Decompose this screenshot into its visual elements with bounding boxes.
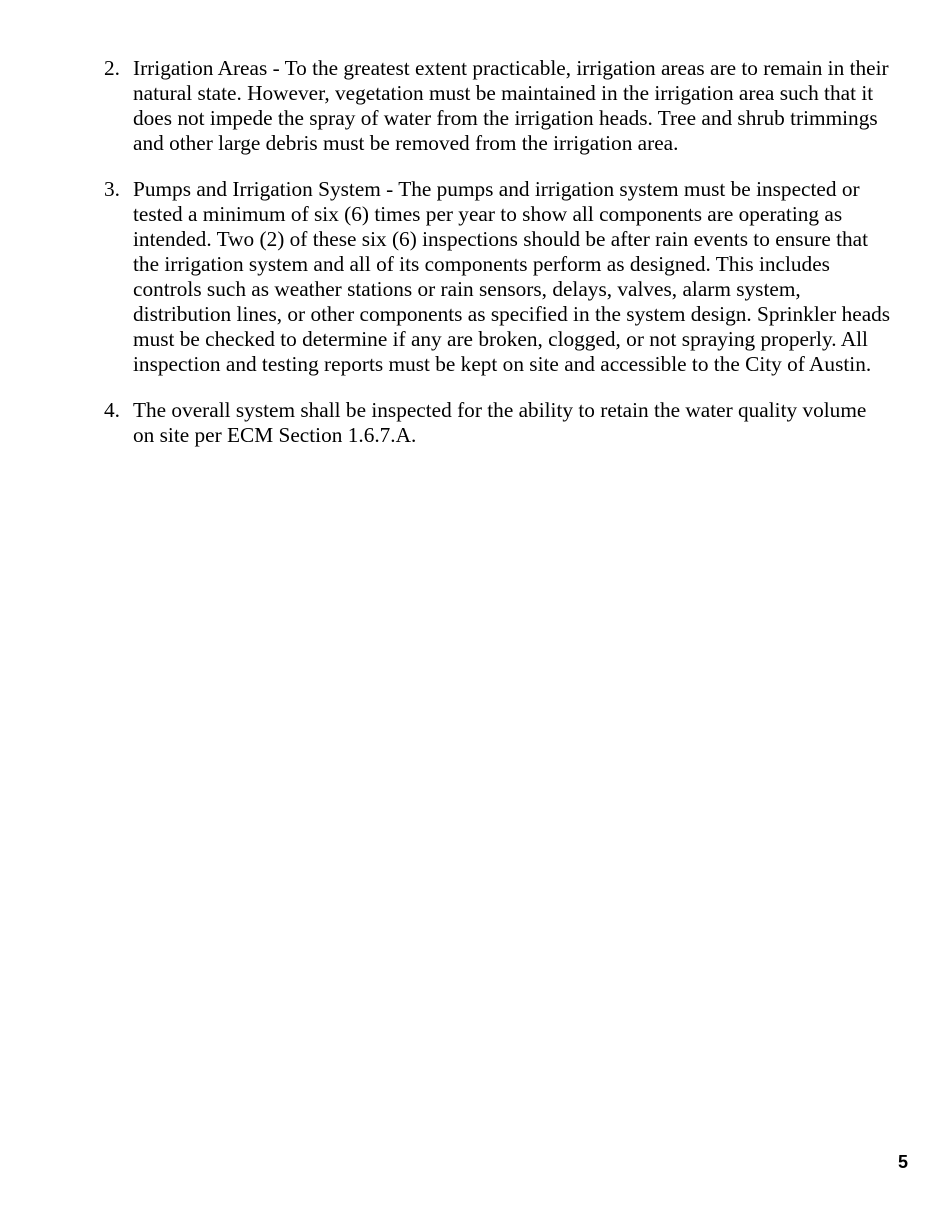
list-item <box>104 398 914 448</box>
list-item-number: 2. <box>104 56 120 80</box>
list-item-text: Irrigation Areas - To the greatest extent practicable, irrigation areas are to remain in their natural state. However, vegetation must be maintained in the irrigation area such that it does not impede the spray of water from the irrigation heads. Tree and shrub trimmings and other large debris must be removed from the irrigation area. <box>133 56 889 155</box>
list-item <box>104 56 914 156</box>
numbered-list <box>104 56 914 469</box>
list-item-text: The overall system shall be inspected for the ability to retain the water quality volume on site per ECM Section 1.6.7.A. <box>133 398 867 447</box>
page-number: 5 <box>897 1152 908 1172</box>
list-item-text: Pumps and Irrigation System - The pumps and irrigation system must be inspected or tested a minimum of six (6) times per year to show all components are operating as intended. Two (2) of these six (6) inspections should be after rain events to ensure that the irrigation system and all of its components perform as designed. This includes controls such as weather stations or rain sensors, delays, valves, alarm system, distribution lines, or other components as specified in the system design. Sprinkler heads must be checked to determine if any are broken, clogged, or not spraying properly. All inspection and testing reports must be kept on site and accessible to the City of Austin. <box>133 177 891 376</box>
list-item-number: 3. <box>104 177 120 201</box>
list-item-number: 4. <box>104 398 120 422</box>
list-item <box>104 177 914 377</box>
